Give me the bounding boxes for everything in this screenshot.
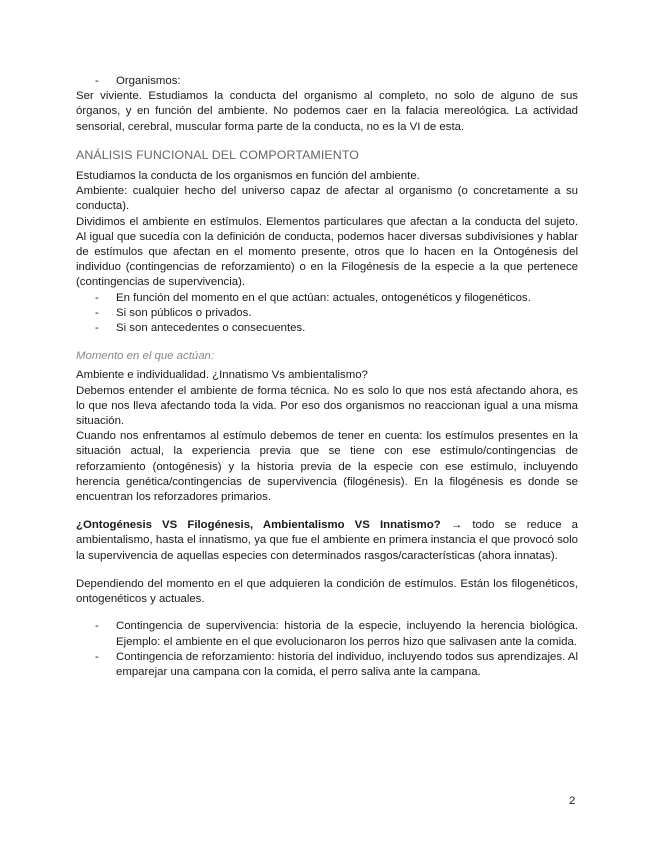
list-item — [76, 619, 578, 649]
bullet-dash: - — [95, 291, 99, 304]
bullet-dash: - — [95, 620, 99, 633]
subsection-heading: Momento en el que actúan: — [76, 350, 215, 363]
paragraph-dividimos: Dividimos el ambiente en estímulos. Elementos particulares que afectan a la conducta del sujeto. Al igual que sucedía con la definición de conducta, podemos hacer diversas subdivisiones y hablar de estímulos que afectan en el momento presente, otros que lo hacen en la Ontogénesis del individuo (contingencias de reforzamiento) o en la Filogénesis de la especie a la que pertenece (contingencias de supervivencia). — [76, 215, 578, 289]
list-item — [76, 650, 578, 680]
paragraph-ambiente: Ambiente: cualquier hecho del universo capaz de afectar al organismo (o concretamente a su conducta). — [76, 185, 578, 213]
bullet-text: Si son antecedentes o consecuentes. — [116, 322, 306, 335]
bullet-dash: - — [95, 306, 99, 319]
bullet-dash: - — [95, 322, 99, 335]
section-heading: ANÁLISIS FUNCIONAL DEL COMPORTAMIENTO — [76, 147, 359, 162]
paragraph-debemos-entender: Debemos entender el ambiente de forma técnica. No es solo lo que nos está afectando ahora, es lo que nos lleva afectando toda la vida. Por eso dos organismos no reaccionan igual a una misma situación. — [76, 384, 578, 428]
question-bold: ¿Ontogénesis VS Filogénesis, Ambientalismo VS Innatismo? — [76, 519, 441, 532]
bullet-organismos: Organismos: — [116, 75, 181, 87]
spacer — [76, 505, 578, 518]
document-page — [76, 74, 578, 680]
list-item — [76, 306, 578, 321]
page-number: 2 — [569, 795, 576, 807]
bullet-text: En función del momento en el que actúan: actuales, ontogenéticos y filogenéticos. — [116, 291, 531, 304]
paragraph-dependiendo: Dependiendo del momento en el que adquieren la condición de estímulos. Están los filogenéticos, ontogenéticos y actuales. — [76, 577, 578, 606]
list-item — [76, 291, 578, 306]
spacer — [76, 564, 578, 577]
paragraph-estudiamos: Estudiamos la conducta de los organismos en función del ambiente. — [76, 170, 420, 183]
bullet-text: Contingencia de reforzamiento: historia del individuo, incluyendo todos sus aprendizajes. Al emparejar una campana con la comida, el perro saliva ante la campana. — [116, 650, 578, 678]
paragraph-ser-viviente: Ser viviente. Estudiamos la conducta del organismo al completo, no solo de alguno de sus órganos, y en función del ambiente. No podemos caer en la falacia mereológica. La actividad sensorial, cerebral, muscular forma parte de la conducta, no es la VI de esta. — [76, 90, 578, 133]
paragraph-cuando-nos-enfrentamos: Cuando nos enfrentamos al estímulo debemos de tener en cuenta: los estímulos presentes en la situación actual, la experiencia previa que se tiene con ese estímulo/contingencias de reforzamiento (ontogénesis) y la historia previa de la especie con ese estímulo, incluyendo herencia genética/contingencias de supervivencia (filogénesis). En la filogénesis es donde se encuentran los reforzadores primarios. — [76, 430, 578, 504]
list-item — [76, 74, 578, 89]
question-rest: → todo se reduce a ambientalismo, hasta el innatismo, ya que fue el ambiente en primera instancia el que provocó solo la supervivencia de aquellas especies con determinados rasgos/características (ahora innatas). — [76, 519, 579, 562]
bullet-text: Si son públicos o privados. — [116, 306, 252, 319]
bullet-dash: - — [95, 650, 99, 663]
list-item — [76, 321, 578, 336]
spacer — [76, 607, 578, 619]
bullet-dash: - — [95, 75, 99, 87]
bullet-text: Contingencia de supervivencia: historia de la especie, incluyendo la herencia biológica. Ejemplo: el ambiente en el que evolucionaron los perros hizo que salivasen ante la comida. — [116, 620, 578, 648]
paragraph-question — [76, 518, 578, 564]
paragraph-ambiente-individualidad: Ambiente e individualidad. ¿Innatismo Vs ambientalismo? — [76, 369, 368, 382]
